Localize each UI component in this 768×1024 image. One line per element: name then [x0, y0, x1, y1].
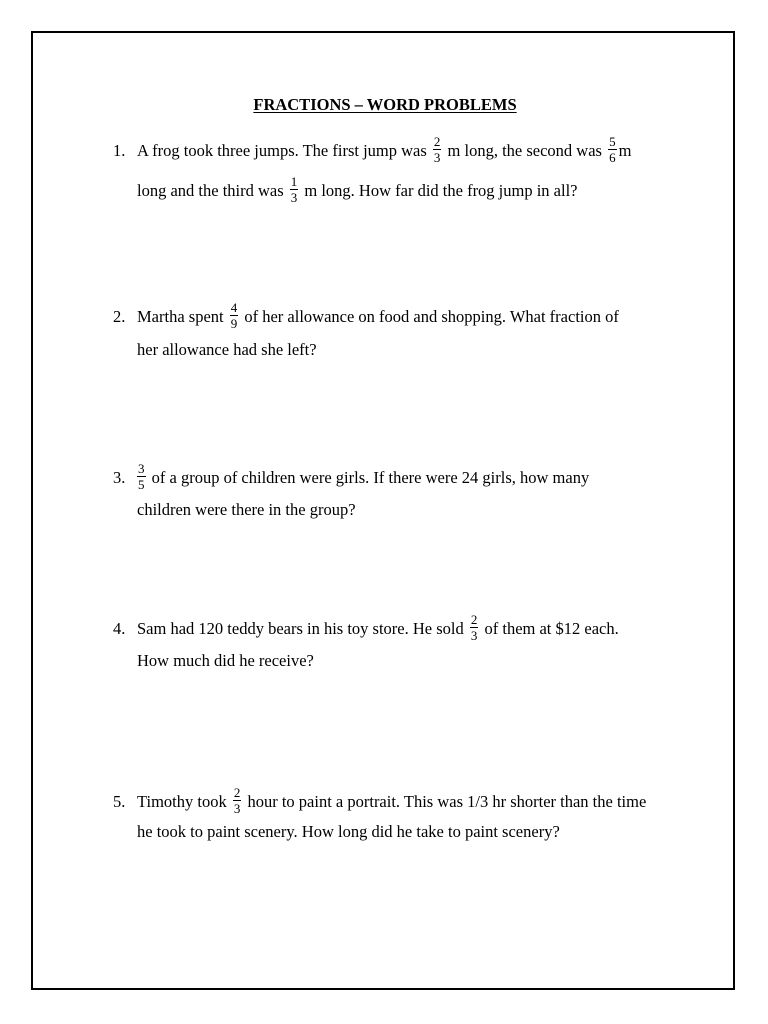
problem-text: of a group of children were girls. If there were 24 girls, how many [147, 468, 590, 487]
problem-number: 2. [113, 307, 126, 326]
denominator: 3 [470, 627, 478, 643]
denominator: 3 [290, 189, 298, 205]
fraction [137, 462, 146, 491]
numerator: 2 [470, 611, 478, 627]
problem-text: A frog took three jumps. The first jump was [137, 141, 431, 160]
problem-text: How much did he receive? [137, 651, 314, 670]
page-title: FRACTIONS – WORD PROBLEMS [253, 95, 517, 114]
denominator: 9 [230, 315, 238, 331]
fraction [290, 175, 299, 204]
problem-1-line-2 [137, 175, 578, 207]
problem-text: m long, the second was [443, 141, 607, 160]
problem-text: long and the third was [137, 181, 288, 200]
problem-text: m long. How far did the frog jump in all? [300, 181, 578, 200]
problem-text: he took to paint scenery. How long did he take to paint scenery? [137, 822, 560, 841]
problem-text: Sam had 120 teddy bears in his toy store. He sold [137, 619, 468, 638]
denominator: 3 [233, 800, 241, 816]
problem-2-line-1 [137, 301, 619, 333]
denominator: 6 [609, 149, 616, 165]
numerator: 3 [138, 460, 145, 476]
numerator: 2 [233, 784, 241, 800]
problem-text: of them at $12 each. [480, 619, 619, 638]
fraction [608, 135, 617, 164]
worksheet-page [31, 31, 735, 990]
problem-text: hour to paint a portrait. This was 1/3 hr shorter than the time [243, 792, 647, 811]
problem-text: of her allowance on food and shopping. What fraction of [240, 307, 619, 326]
problem-text: children were there in the group? [137, 500, 356, 519]
numerator: 2 [433, 133, 441, 149]
numerator: 5 [609, 133, 616, 149]
problem-4-line-1 [137, 613, 619, 645]
problem-4-line-2 [137, 645, 314, 677]
fraction [470, 613, 479, 642]
problem-number: 3. [113, 468, 126, 487]
denominator: 3 [433, 149, 441, 165]
problem-text: m [618, 141, 632, 160]
problem-number: 1. [113, 141, 126, 160]
problem-1-line-1 [137, 135, 631, 167]
fraction [233, 786, 242, 815]
fraction [433, 135, 442, 164]
fraction [230, 301, 239, 330]
problem-number: 5. [113, 792, 126, 811]
problem-3-line-1 [137, 462, 589, 494]
numerator: 1 [290, 173, 298, 189]
problem-2-line-2 [137, 334, 317, 366]
numerator: 4 [230, 299, 238, 315]
problem-text: Timothy took [137, 792, 231, 811]
problem-text: her allowance had she left? [137, 340, 317, 359]
problem-3-line-2 [137, 494, 356, 526]
problem-5-line-1 [137, 786, 646, 818]
denominator: 5 [138, 476, 145, 492]
problem-5-line-2 [137, 816, 560, 848]
problem-text: Martha spent [137, 307, 228, 326]
problem-number: 4. [113, 619, 126, 638]
